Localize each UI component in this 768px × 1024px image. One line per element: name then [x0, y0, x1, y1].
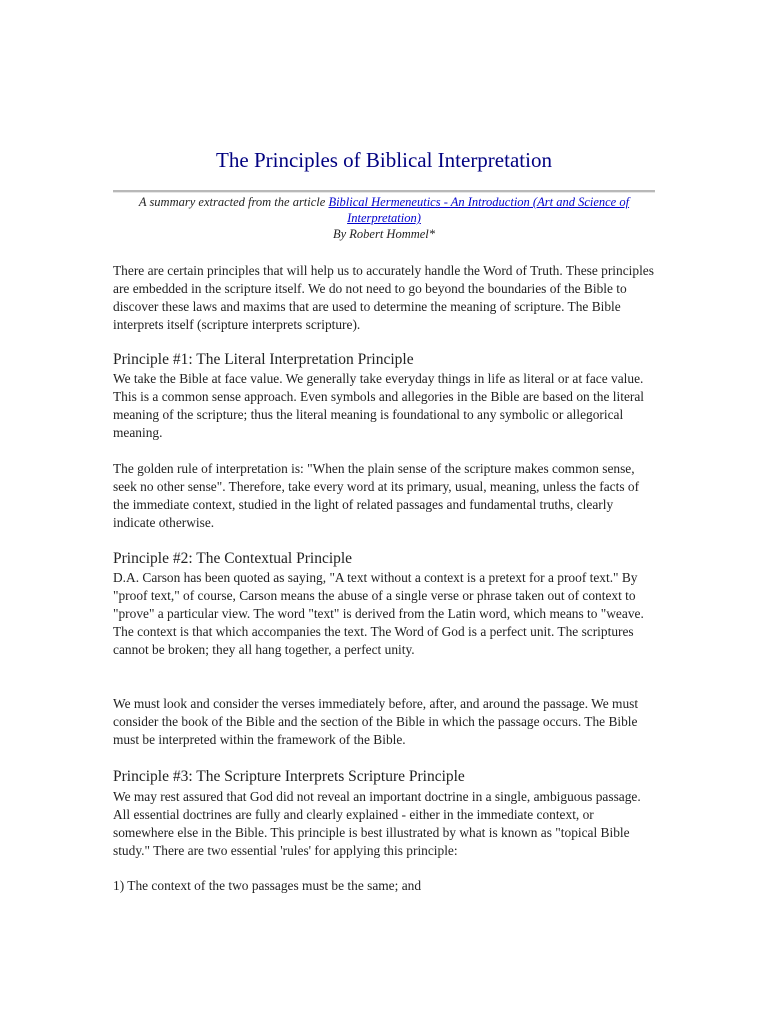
article-link[interactable]: Biblical Hermeneutics - An Introduction (Art and Science of Interpretation): [328, 195, 630, 225]
principle-2-heading: Principle #2: The Contextual Principle: [113, 550, 353, 567]
summary-prefix: A summary extracted from the article: [138, 195, 329, 209]
principle-3-rule-1: 1) The context of the two passages must be the same; and: [113, 878, 422, 893]
principle-1-paragraph-1: We take the Bible at face value. We generally take everyday things in life as literal or at face value. This is a common sense approach. Even symbols and allegories in the Bible are based on the literal meaning of the scripture; thus the literal meaning is foundational to any symbolic or allegorical meaning.: [113, 371, 645, 440]
principle-1-paragraph-2: The golden rule of interpretation is: "When the plain sense of the scripture makes common sense, seek no other sense". Therefore, take every word at its primary, usual, meaning, unless the facts of the immediate context, studied in the light of related passages and fundamental truths, clearly indicate otherwise.: [113, 461, 640, 530]
horizontal-rule: [113, 190, 655, 193]
summary-author: By Robert Hommel*: [332, 227, 436, 241]
principle-3-paragraph-1: We may rest assured that God did not reveal an important doctrine in a single, ambiguous passage. All essential doctrines are fully and clearly explained - either in the immediate context, or somewhere else in the Bible. This principle is best illustrated by what is known as "topical Bible study." There are two essential 'rules' for applying this principle:: [113, 789, 641, 858]
principle-2-paragraph-1: D.A. Carson has been quoted as saying, "A text without a context is a pretext for a proof text." By "proof text," of course, Carson means the abuse of a single verse or phrase taken out of context to "prove" a particular view. The word "text" is derived from the Latin word, which means to "weave. The context is that which accompanies the text. The Word of God is a perfect unit. The scriptures cannot be broken; they all hang together, a perfect unity.: [113, 570, 644, 657]
intro-paragraph: There are certain principles that will help us to accurately handle the Word of Truth. These principles are embedded in the scripture itself. We do not need to go beyond the boundaries of the Bible to discover these laws and maxims that are used to determine the meaning of scripture. The Bible interprets itself (scripture interprets scripture).: [113, 263, 654, 332]
page-title: The Principles of Biblical Interpretation: [216, 148, 552, 172]
summary-line: [113, 194, 655, 242]
principle-3-heading: Principle #3: The Scripture Interprets Scripture Principle: [113, 768, 465, 785]
principle-1-heading: Principle #1: The Literal Interpretation Principle: [113, 351, 414, 368]
principle-2-paragraph-2: We must look and consider the verses immediately before, after, and around the passage. We must consider the book of the Bible and the section of the Bible in which the passage occurs. The Bible must be interpreted within the framework of the Bible.: [113, 696, 639, 747]
